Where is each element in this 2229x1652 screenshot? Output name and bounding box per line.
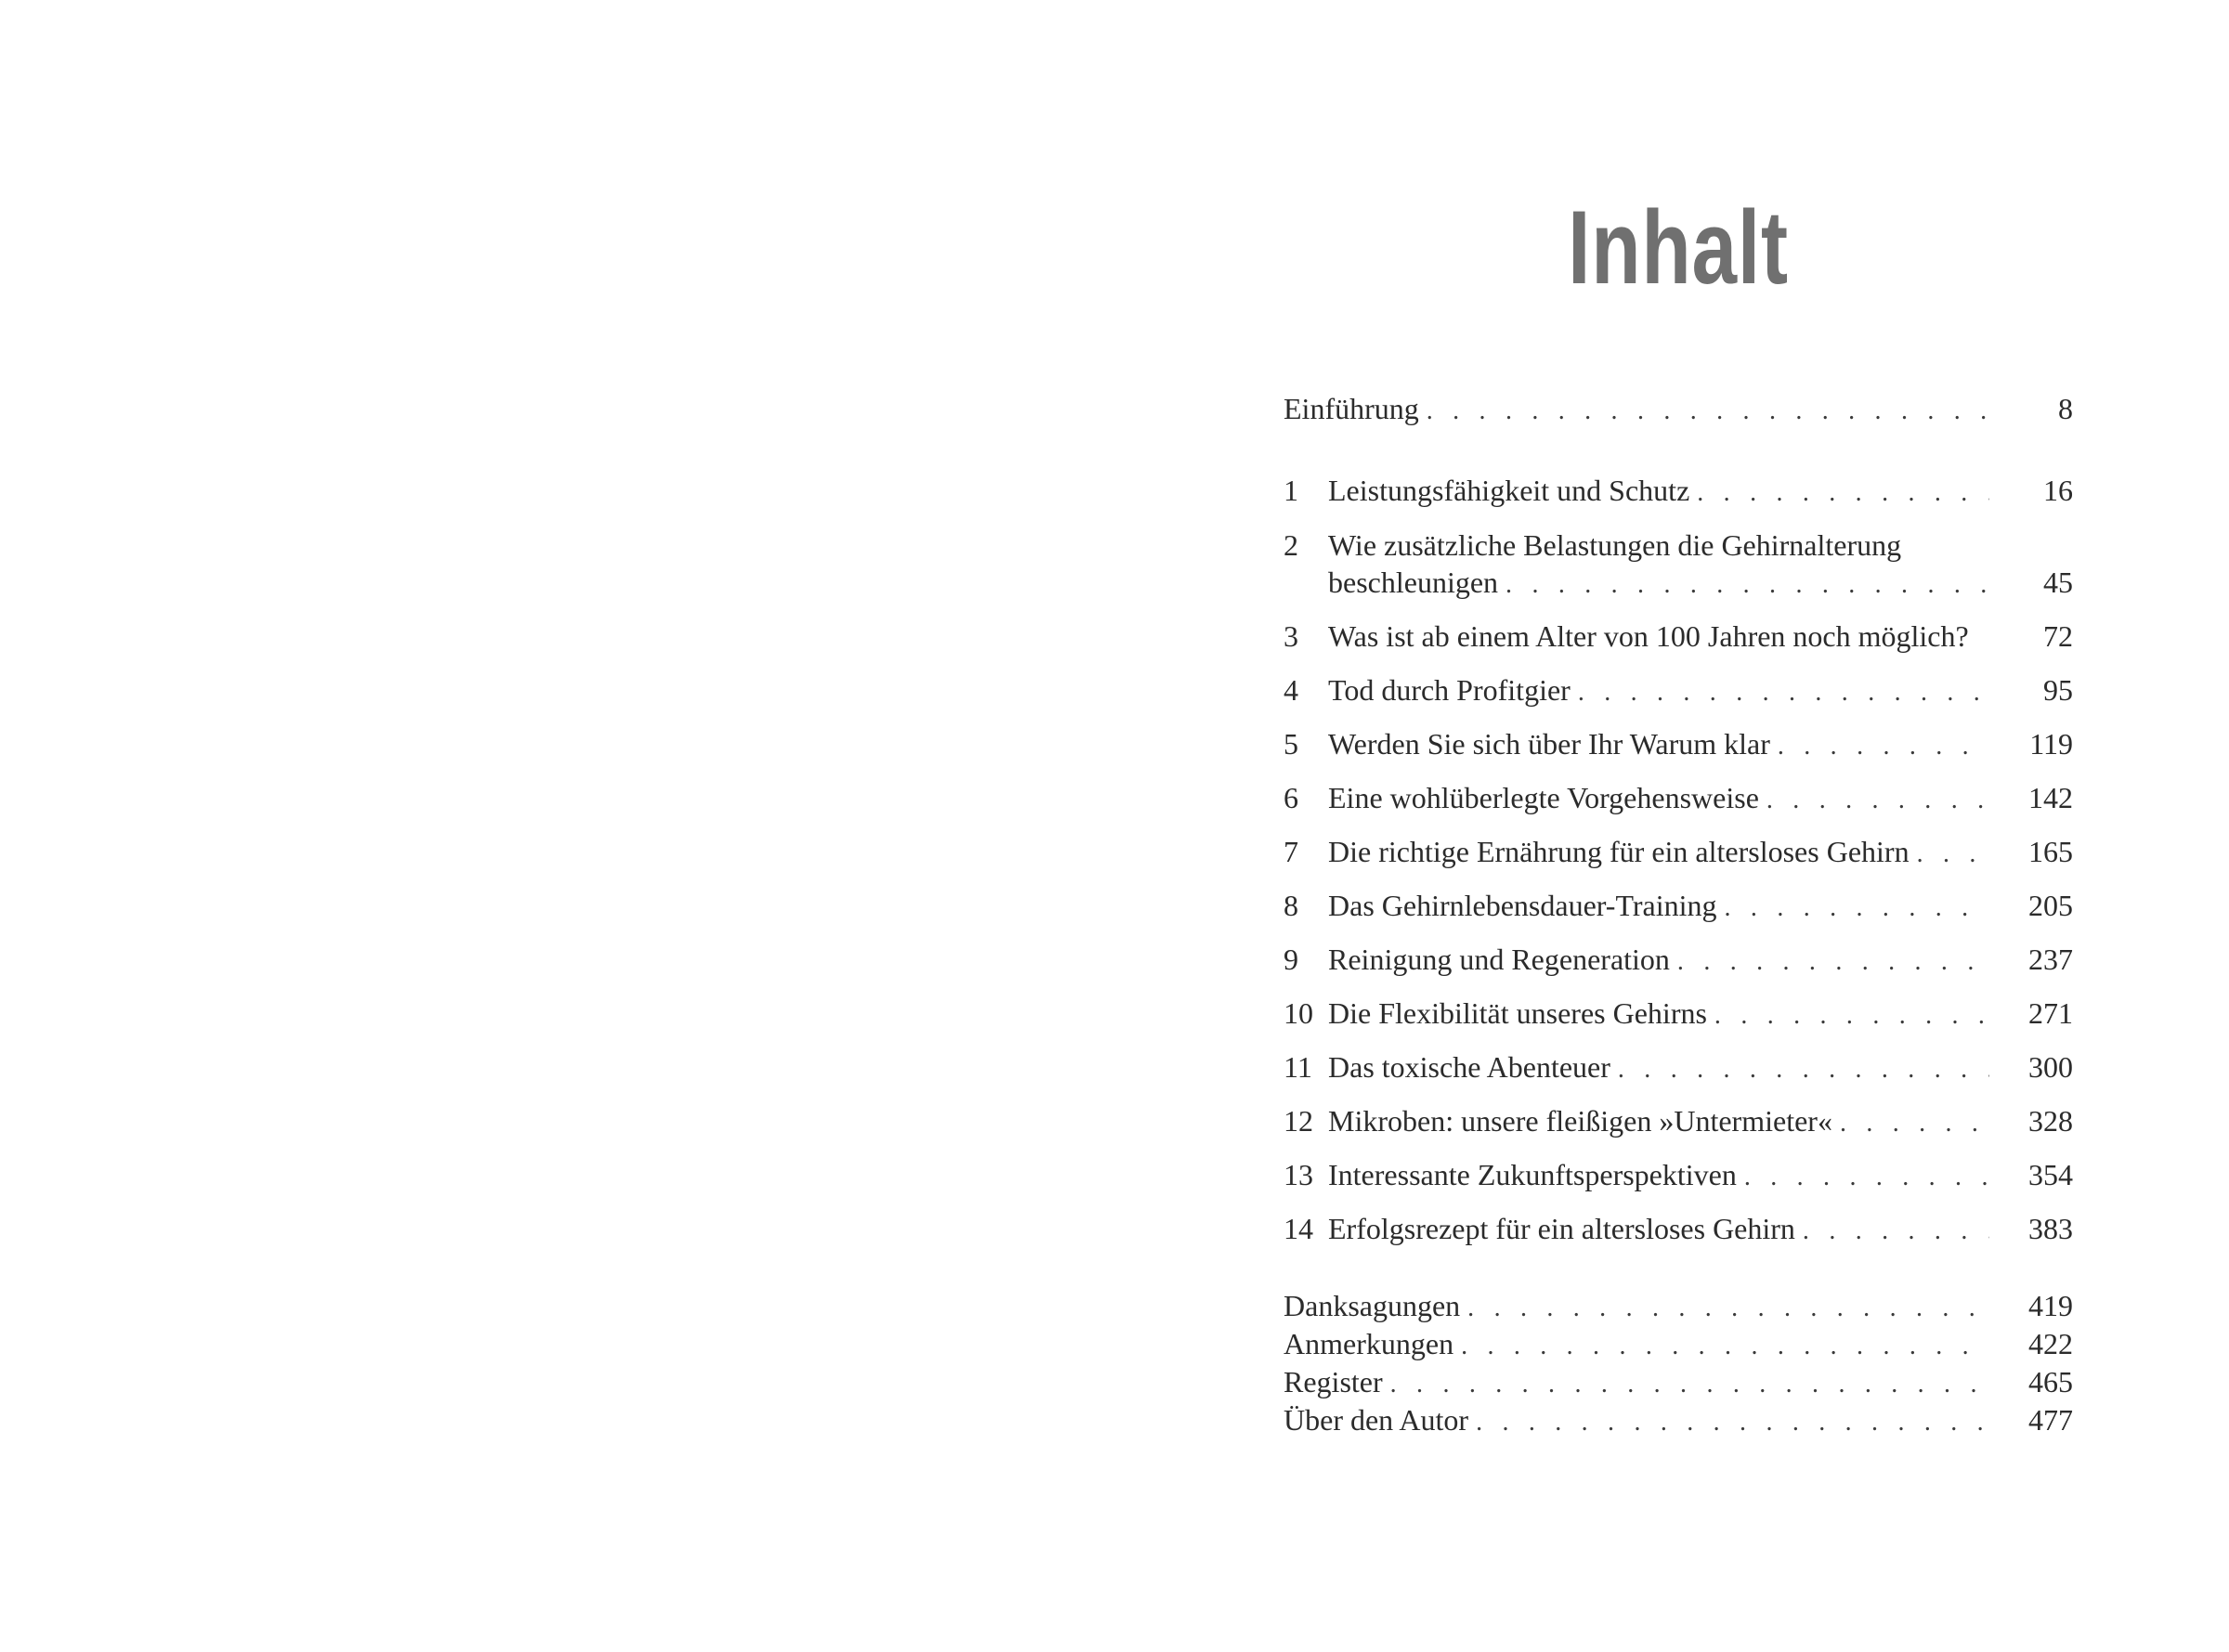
chapter-number: 3 bbox=[1284, 619, 1298, 653]
toc-entry-chapter bbox=[1284, 472, 2073, 509]
entry-title: Erfolgsrezept für ein altersloses Gehirn bbox=[1328, 1212, 1795, 1245]
chapter-number: 11 bbox=[1284, 1050, 1312, 1084]
entry-page: 477 bbox=[2028, 1403, 2073, 1437]
leader-dots bbox=[1766, 782, 1989, 819]
chapter-number: 10 bbox=[1284, 996, 1313, 1030]
leader-dots bbox=[1618, 1051, 1989, 1088]
leader-dots bbox=[1744, 1159, 1989, 1196]
entry-title: Werden Sie sich über Ihr Warum klar bbox=[1328, 727, 1770, 761]
toc-entry-chapter bbox=[1284, 671, 2073, 709]
chapter-number: 1 bbox=[1284, 474, 1298, 507]
toc-entry-backmatter bbox=[1284, 1287, 2073, 1324]
leader-dots bbox=[1917, 836, 1989, 873]
entry-title: Mikroben: unsere fleißigen »Untermieter« bbox=[1328, 1104, 1832, 1138]
chapter-number: 9 bbox=[1284, 943, 1298, 976]
entry-page: 271 bbox=[2028, 996, 2073, 1030]
entry-title: Das toxische Abenteuer bbox=[1328, 1050, 1610, 1084]
entry-title-line1: Wie zusätzliche Belastungen die Gehirnalterung bbox=[1328, 528, 1902, 562]
entry-page: 422 bbox=[2028, 1327, 2073, 1360]
leader-dots bbox=[1778, 728, 1989, 765]
entry-page: 205 bbox=[2028, 889, 2073, 922]
leader-dots bbox=[1390, 1366, 1989, 1403]
entry-title: Die Flexibilität unseres Gehirns bbox=[1328, 996, 1707, 1030]
entry-title: Leistungsfähigkeit und Schutz bbox=[1328, 474, 1690, 507]
page-title: Inhalt bbox=[1568, 189, 1789, 306]
toc-entry-chapter bbox=[1284, 995, 2073, 1032]
toc-entry-intro bbox=[1284, 390, 2073, 427]
toc-entry-chapter bbox=[1284, 833, 2073, 870]
entry-page: 328 bbox=[2028, 1104, 2073, 1138]
entry-title: Anmerkungen bbox=[1284, 1327, 1454, 1360]
leader-dots bbox=[1476, 1404, 1989, 1441]
toc-entry-chapter bbox=[1284, 725, 2073, 762]
entry-title: Das Gehirnlebensdauer-Training bbox=[1328, 889, 1717, 922]
toc-entry-backmatter bbox=[1284, 1325, 2073, 1362]
entry-title: Die richtige Ernährung für ein altersloses Gehirn bbox=[1328, 835, 1910, 868]
chapter-number: 8 bbox=[1284, 889, 1298, 922]
entry-title: Eine wohlüberlegte Vorgehensweise bbox=[1328, 781, 1759, 814]
leader-dots bbox=[1697, 475, 1989, 512]
chapter-number: 7 bbox=[1284, 835, 1298, 868]
entry-title: Danksagungen bbox=[1284, 1289, 1461, 1322]
entry-page: 95 bbox=[2043, 673, 2073, 707]
toc-entry-backmatter bbox=[1284, 1401, 2073, 1438]
chapter-number: 5 bbox=[1284, 727, 1298, 761]
entry-title: Über den Autor bbox=[1284, 1403, 1469, 1437]
chapter-number: 4 bbox=[1284, 673, 1298, 707]
toc-entry-chapter bbox=[1284, 618, 2073, 655]
entry-page: 237 bbox=[2028, 943, 2073, 976]
entry-title: Einführung bbox=[1284, 392, 1419, 425]
leader-dots bbox=[1840, 1105, 1989, 1142]
entry-page: 419 bbox=[2028, 1289, 2073, 1322]
toc-entry-chapter bbox=[1284, 779, 2073, 816]
toc-entry-chapter bbox=[1284, 1210, 2073, 1247]
toc-entry-chapter bbox=[1284, 528, 2073, 601]
toc-entry-chapter bbox=[1284, 1156, 2073, 1193]
entry-title: Tod durch Profitgier bbox=[1328, 673, 1571, 707]
chapter-number: 6 bbox=[1284, 781, 1298, 814]
entry-page: 465 bbox=[2028, 1365, 2073, 1398]
entry-page: 354 bbox=[2028, 1158, 2073, 1191]
toc-entry-chapter bbox=[1284, 941, 2073, 978]
toc-entry-chapter bbox=[1284, 887, 2073, 924]
leader-dots bbox=[1461, 1328, 1989, 1365]
toc-entry-backmatter bbox=[1284, 1363, 2073, 1400]
leader-dots bbox=[1714, 997, 1989, 1034]
entry-page: 8 bbox=[2058, 392, 2073, 425]
leader-dots bbox=[1427, 393, 1989, 430]
leader-dots bbox=[1803, 1213, 1989, 1250]
entry-title: Register bbox=[1284, 1365, 1383, 1398]
chapter-number: 14 bbox=[1284, 1212, 1313, 1245]
toc-entry-chapter bbox=[1284, 1102, 2073, 1139]
entry-page: 119 bbox=[2029, 727, 2073, 761]
entry-page: 383 bbox=[2028, 1212, 2073, 1245]
leader-dots bbox=[1677, 943, 1989, 981]
leader-dots bbox=[1506, 566, 1989, 604]
leader-dots bbox=[1467, 1290, 1989, 1327]
toc-page bbox=[1284, 0, 2073, 1652]
toc-entry-chapter bbox=[1284, 1048, 2073, 1086]
chapter-number: 12 bbox=[1284, 1104, 1313, 1138]
entry-page: 16 bbox=[2043, 474, 2073, 507]
entry-title: Interessante Zukunftsperspektiven bbox=[1328, 1158, 1737, 1191]
entry-page: 142 bbox=[2028, 781, 2073, 814]
entry-page: 165 bbox=[2028, 835, 2073, 868]
leader-dots bbox=[1578, 674, 1989, 711]
chapter-number: 2 bbox=[1284, 528, 1298, 562]
leader-dots bbox=[1725, 890, 1989, 927]
entry-page: 300 bbox=[2028, 1050, 2073, 1084]
entry-page: 45 bbox=[2043, 566, 2073, 599]
chapter-number: 13 bbox=[1284, 1158, 1313, 1191]
entry-title: beschleunigen bbox=[1328, 566, 1499, 599]
entry-title: Reinigung und Regeneration bbox=[1328, 943, 1670, 976]
entry-title: Was ist ab einem Alter von 100 Jahren noch möglich? bbox=[1328, 619, 1969, 653]
entry-page: 72 bbox=[2043, 619, 2073, 653]
